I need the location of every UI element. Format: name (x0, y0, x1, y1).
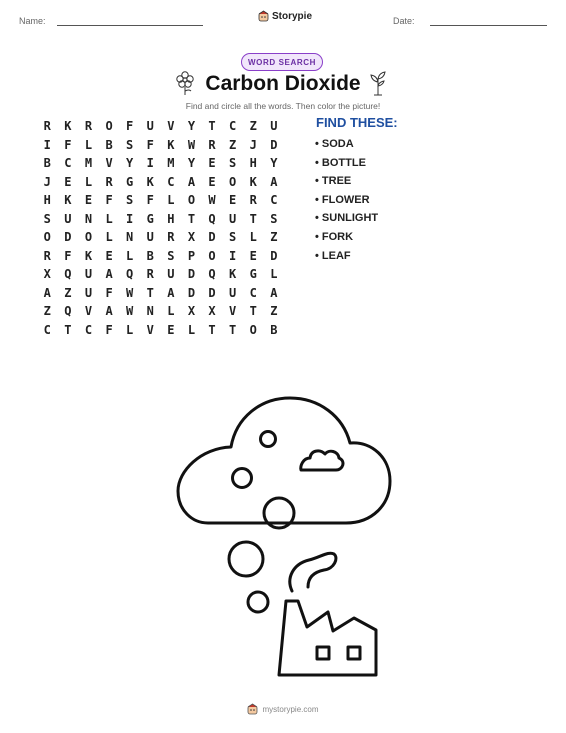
grid-letter[interactable]: K (167, 137, 175, 152)
grid-letter[interactable]: K (249, 174, 257, 189)
grid-letter[interactable]: P (187, 248, 196, 263)
grid-letter[interactable]: S (229, 230, 237, 245)
grid-letter[interactable]: L (84, 174, 93, 189)
factory-window-right (348, 647, 360, 659)
factory-window-left (317, 647, 329, 659)
grid-letter[interactable]: Q (208, 211, 216, 226)
grid-letter[interactable]: R (84, 119, 93, 134)
grid-letter[interactable]: L (126, 322, 134, 337)
grid-letter[interactable]: C (270, 193, 278, 208)
grid-letter[interactable]: A (43, 285, 51, 300)
grid-letter[interactable]: U (84, 267, 93, 282)
grid-letter[interactable]: H (249, 156, 257, 171)
grid-letter[interactable]: T (187, 211, 196, 226)
grid-letter[interactable]: I (229, 248, 237, 263)
grid-letter[interactable]: U (146, 119, 154, 134)
grid-letter[interactable]: M (84, 156, 93, 171)
grid-letter[interactable]: G (146, 211, 154, 226)
word-list-item: • SODA (315, 138, 354, 150)
grid-letter[interactable]: X (187, 304, 196, 319)
grid-letter[interactable]: A (105, 304, 113, 319)
grid-letter[interactable]: Y (126, 156, 134, 171)
page-title: Carbon Dioxide (205, 72, 361, 95)
grid-letter[interactable]: L (270, 267, 278, 282)
grid-letter[interactable]: O (249, 322, 257, 337)
grid-letter[interactable]: V (229, 304, 237, 319)
grid-letter[interactable]: B (270, 322, 278, 337)
grid-letter[interactable]: E (208, 174, 216, 189)
brand (258, 10, 312, 22)
grid-letter[interactable]: A (187, 174, 196, 189)
grid-letter[interactable]: D (187, 285, 196, 300)
grid-letter[interactable]: Z (43, 304, 51, 319)
grid-letter[interactable]: T (208, 119, 216, 134)
grid-letter[interactable]: I (146, 156, 154, 171)
grid-letter[interactable]: Q (126, 267, 134, 282)
grid-letter[interactable]: V (105, 156, 113, 171)
grid-letter[interactable]: O (105, 119, 113, 134)
grid-letter[interactable]: T (249, 211, 257, 226)
grid-letter[interactable]: U (229, 211, 237, 226)
grid-letter[interactable]: T (229, 322, 237, 337)
grid-letter[interactable]: R (105, 174, 113, 189)
word-list-item: • BOTTLE (315, 156, 366, 169)
grid-letter[interactable]: U (270, 119, 278, 134)
grid-letter[interactable]: R (146, 267, 154, 282)
footer-url[interactable]: mystorypie.com (262, 704, 319, 714)
grid-letter[interactable]: A (270, 174, 278, 189)
grid-letter[interactable]: W (208, 193, 216, 208)
grid-letter[interactable]: C (84, 322, 93, 337)
grid-letter[interactable]: F (64, 248, 72, 263)
grid-letter[interactable]: Z (249, 119, 257, 134)
grid-letter[interactable]: Z (64, 285, 72, 300)
grid-letter[interactable]: A (270, 285, 278, 300)
grid-letter[interactable]: F (64, 137, 72, 152)
grid-letter[interactable]: K (84, 248, 93, 263)
grid-letter[interactable]: Q (64, 267, 72, 282)
small-cloud (301, 451, 343, 470)
grid-letter[interactable]: L (187, 322, 196, 337)
grid-letter[interactable]: L (84, 137, 93, 152)
grid-letter[interactable]: L (126, 248, 134, 263)
sprout-icon (369, 70, 387, 96)
grid-letter[interactable]: K (229, 267, 237, 282)
grid-letter[interactable]: E (229, 193, 237, 208)
grid-letter[interactable]: S (126, 137, 134, 152)
grid-letter[interactable]: D (187, 267, 196, 282)
grid-letter[interactable]: Y (187, 156, 196, 171)
grid-letter[interactable]: S (167, 248, 175, 263)
grid-letter[interactable]: F (105, 193, 113, 208)
grid-letter[interactable]: K (146, 174, 154, 189)
grid-letter[interactable]: D (208, 230, 216, 245)
grid-letter[interactable]: A (167, 285, 175, 300)
grid-letter[interactable]: O (208, 248, 216, 263)
grid-letter[interactable]: D (64, 230, 72, 245)
grid-letter[interactable]: U (64, 211, 72, 226)
grid-letter[interactable]: E (105, 248, 113, 263)
grid-letter[interactable]: F (105, 322, 113, 337)
grid-letter[interactable]: E (167, 322, 175, 337)
grid-letter[interactable]: D (270, 137, 278, 152)
grid-letter[interactable]: E (249, 248, 257, 263)
grid-letter[interactable]: X (187, 230, 196, 245)
grid-letter[interactable]: H (167, 211, 175, 226)
date-line[interactable] (430, 25, 547, 26)
grid-letter[interactable]: C (249, 285, 257, 300)
grid-letter[interactable]: E (64, 174, 72, 189)
grid-letter[interactable]: C (64, 156, 72, 171)
grid-letter[interactable]: B (43, 156, 51, 171)
grid-letter[interactable]: L (167, 304, 175, 319)
grid-letter[interactable]: R (43, 248, 51, 263)
grid-letter[interactable]: V (84, 304, 93, 319)
storypie-logo-icon (258, 10, 269, 22)
grid-letter[interactable]: H (43, 193, 51, 208)
grid-letter[interactable]: L (105, 230, 113, 245)
factory-outline (279, 601, 376, 675)
grid-letter[interactable]: T (208, 322, 216, 337)
grid-letter[interactable]: T (64, 322, 72, 337)
name-label: Name: (19, 16, 46, 26)
grid-letter[interactable]: S (126, 193, 134, 208)
grid-letter[interactable]: L (167, 193, 175, 208)
grid-letter[interactable]: B (105, 137, 113, 152)
word-list-item: • SUNLIGHT (315, 212, 379, 225)
grid-letter[interactable]: D (270, 248, 278, 263)
grid-letter[interactable]: D (208, 285, 216, 300)
bubble-medium (233, 469, 252, 488)
name-line[interactable] (57, 25, 203, 26)
smoke-puff (290, 553, 336, 591)
grid-letter[interactable]: O (84, 230, 93, 245)
grid-letter[interactable]: R (208, 137, 216, 152)
instructions: Find and circle all the words. Then color the picture! (185, 101, 381, 111)
grid-letter[interactable]: C (167, 174, 175, 189)
word-list-item: • FLOWER (315, 193, 370, 206)
grid-letter[interactable]: T (146, 285, 154, 300)
grid-letter[interactable]: E (84, 193, 93, 208)
grid-letter[interactable]: I (126, 211, 134, 226)
grid-letter[interactable]: G (249, 267, 257, 282)
grid-letter[interactable]: C (229, 119, 237, 134)
grid-letter[interactable]: G (126, 174, 134, 189)
grid-letter[interactable]: J (43, 174, 51, 189)
grid-letter[interactable]: V (146, 322, 154, 337)
grid-letter[interactable]: Q (64, 304, 72, 319)
grid-letter[interactable]: W (187, 137, 196, 152)
grid-letter[interactable]: N (84, 211, 93, 226)
grid-letter[interactable]: F (146, 193, 154, 208)
grid-letter[interactable]: Q (208, 267, 216, 282)
grid-letter[interactable]: T (249, 304, 257, 319)
grid-letter[interactable]: Y (187, 119, 196, 134)
grid-letter[interactable]: M (167, 156, 175, 171)
grid-letter[interactable]: W (126, 285, 134, 300)
find-these-heading: FIND THESE: (316, 115, 398, 130)
grid-letter[interactable]: U (84, 285, 93, 300)
grid-letter[interactable]: S (270, 211, 278, 226)
grid-letter[interactable]: F (126, 119, 134, 134)
word-list (315, 137, 378, 267)
grid-letter[interactable]: J (249, 137, 257, 152)
grid-letter[interactable]: C (43, 322, 51, 337)
grid-letter[interactable]: S (43, 211, 51, 226)
bubble-small (261, 432, 276, 447)
word-list-item: • LEAF (315, 249, 351, 262)
grid-letter[interactable]: F (105, 285, 113, 300)
grid-letter[interactable]: Z (270, 304, 278, 319)
grid-letter[interactable]: V (167, 119, 175, 134)
grid-letter[interactable]: K (64, 193, 72, 208)
grid-letter[interactable]: S (229, 156, 237, 171)
grid-letter[interactable]: O (43, 230, 51, 245)
grid-letter[interactable]: W (126, 304, 134, 319)
grid-letter[interactable]: U (229, 285, 237, 300)
grid-letter[interactable]: O (229, 174, 237, 189)
grid-letter[interactable]: R (167, 230, 175, 245)
grid-letter[interactable]: N (146, 304, 154, 319)
grid-letter[interactable]: A (105, 267, 113, 282)
grid-letter[interactable]: L (105, 211, 113, 226)
grid-letter[interactable]: F (146, 137, 154, 152)
footer (0, 703, 566, 715)
bubble-float-small (248, 592, 268, 612)
brand-name: Storypie (272, 10, 313, 22)
cloud-outline (178, 398, 390, 523)
grid-letter[interactable]: X (208, 304, 216, 319)
word-list-item: • FORK (315, 230, 354, 243)
word-list-item: • TREE (315, 175, 352, 188)
grid-letter[interactable]: R (249, 193, 257, 208)
grid-letter[interactable]: X (43, 267, 51, 282)
grid-letter[interactable]: O (187, 193, 196, 208)
grid-letter[interactable]: L (249, 230, 257, 245)
storypie-footer-icon (247, 703, 258, 715)
factory-cloud-co2-illustration[interactable] (168, 392, 392, 684)
grid-letter[interactable]: R (43, 119, 51, 134)
grid-letter[interactable]: U (146, 230, 154, 245)
grid-letter[interactable]: E (208, 156, 216, 171)
grid-letter[interactable]: B (146, 248, 154, 263)
grid-letter[interactable]: Z (229, 137, 237, 152)
grid-letter[interactable]: K (64, 119, 72, 134)
grid-letter[interactable]: Y (270, 156, 278, 171)
date-label: Date: (393, 16, 415, 26)
grid-letter[interactable]: Z (270, 230, 278, 245)
grid-letter[interactable]: U (167, 267, 175, 282)
word-search-grid (37, 117, 284, 339)
bubble-float-large (229, 542, 263, 576)
grid-letter[interactable]: I (43, 137, 51, 152)
word-search-badge: WORD SEARCH (241, 53, 323, 71)
grid-letter[interactable]: N (126, 230, 134, 245)
